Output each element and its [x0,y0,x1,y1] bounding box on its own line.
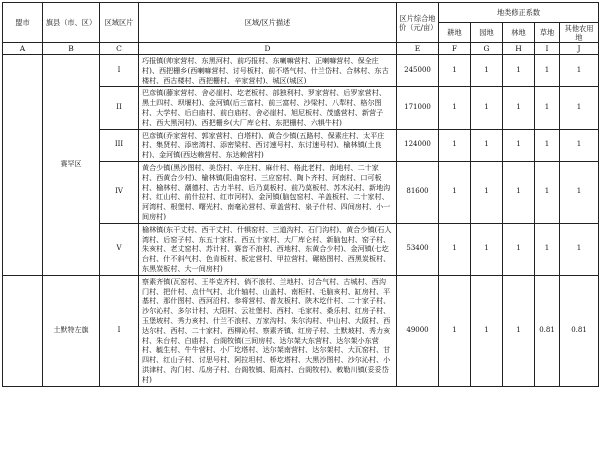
column-letter: C [100,43,139,55]
description-cell: 巴彦镇(乔家营村、郭家营村、白塔村)、黄合少镇(五路村、保素庄村、太平庄村、集贤村、添密湾村、添密梁村、西讨速号村、东讨速号村)、榆林镇(土良村)、金河镇(西达赖营村、东达赖营村) [139,129,397,161]
coef-cell: 1 [560,87,599,129]
county-cell: 土默特左旗 [43,275,100,386]
coef-cell: 1 [503,223,535,275]
coef-cell: 1 [503,161,535,223]
coef-cell: 1 [560,129,599,161]
coef-cell: 1 [471,87,503,129]
zone-cell: II [100,87,139,129]
column-letter: A [3,43,43,55]
description-cell: 察素齐镇(瓦窑村、王毕克齐村、倘不浪村、兰地村、讨合气村、古城村、西沟门村、把什村、点什气村、北什轴村、山盖村、南柜村、毛脑亥村、缸房村、平基村、那什图村、西河沿村、参将营村、普友板村、陕木圪什村、二十家子村、沙尔沁村、多尔计村、大阳村、云社堡村、西村、毛家村、桑乐村、红房子村、玉堡坡村、秀力亥村、什兰不浪村、万家沟村、朱尔沟村、中山村、大阪村、西达尔村、西村、二十家村、西柳沁村、察素齐镇、红房子村、土默坡村、秀力亥村、朱台村、白庙村、台阁牧镇(三间房村、达尔架大东营村、达尔架小东营村、毓生村、牛牛营村、小厂圪塔村、达尔架南营村、达尔架村、大瓦窑村、甘四村、红山子村、讨思号村、阿拉坦村、桥圪塔村、大黑沙图村、沙尔沁村、小洪津村、沟门村、瓜房子村、台阁牧镇、阳高村、台阁牧村)、敕勒川镇(妥妥岱村) [139,275,397,386]
coef-cell: 1 [535,223,560,275]
price-cell: 53400 [397,223,439,275]
zone-cell: V [100,223,139,275]
coef-cell: 1 [439,87,471,129]
header-area-zone: 区域区片 [100,3,139,43]
coef-cell: 1 [535,129,560,161]
coef-cell: 1 [471,275,503,386]
price-cell: 171000 [397,87,439,129]
description-cell: 黄合少镇(黑沙图村、美岱村、辛庄村、麻什村、格此老村、南地村、二十家村、西黄合少村)、榆林镇(阳曲窑村、三应窑村、陶卜齐村、河南村、口可板村、榆林村、潮德村、古力半村、后乃莫板村、前乃莫板村、苏木沁村、新地沟村、红山村、前什拉村、红市河村)、金河镇(脑包窑村、羊盖板村、二十家村、河湾村、根堡村、曙光村、南毫沁营村、章盖营村、泉子什村、四间房村、小一间房村) [139,161,397,223]
column-letter: B [43,43,100,55]
header-coef-group: 地类修正系数 [439,3,599,23]
description-cell: 巧报镇(帅家营村、东黑河村、前巧报村、东喇嘛营村、正喇嘛营村、保全庄村)、西把栅乡(西喇嘛营村、讨号板村、前不塔气村、什兰岱村、合林村、东古楼村、西古楼村、西把栅村、辛家营村)、城区(城区) [139,55,397,87]
header-description: 区域/区片描述 [139,3,397,43]
coef-cell: 1 [439,55,471,87]
zone-cell: IV [100,161,139,223]
header-league: 盟市 [3,3,43,43]
price-cell: 124000 [397,129,439,161]
header-price: 区片综合地价（元/亩） [397,3,439,43]
league-cell [3,55,43,276]
coef-cell: 1 [439,223,471,275]
column-letter: H [503,43,535,55]
coef-cell: 1 [503,129,535,161]
description-cell: 巴彦镇(藤家营村、舍必崖村、圪老板村、部独利村、罗家营村、后罗家营村、黑土四村、坝堰村)、金河镇(后三富村、前三富村、沙梁村、八犁村、格尔图村、大学村、后白庙村、前白庙村、舍必崖村、旭尼板村、茂盛营村、新营子村、西大黑河村)、西把栅乡(大厂库仑村、东把栅村、六犋牛村) [139,87,397,129]
header-coef-forest: 林地 [503,23,535,43]
column-letter: E [397,43,439,55]
price-cell: 81600 [397,161,439,223]
coef-cell: 1 [439,129,471,161]
county-cell: 赛罕区 [43,55,100,276]
column-letter-row [3,43,599,55]
column-letter: I [535,43,560,55]
zone-cell: I [100,275,139,386]
zone-cell: I [100,55,139,87]
price-cell: 49000 [397,275,439,386]
coef-cell: 1 [560,55,599,87]
column-letter: F [439,43,471,55]
coef-cell: 0.81 [535,275,560,386]
header-coef-other: 其他农用地 [560,23,599,43]
header-county: 旗县（市、区） [43,3,100,43]
coef-cell: 1 [471,55,503,87]
coef-cell: 1 [503,275,535,386]
coef-cell: 0.81 [560,275,599,386]
header-coef-garden: 园地 [471,23,503,43]
table-row [3,275,599,386]
coef-cell: 1 [503,55,535,87]
coef-cell: 1 [471,161,503,223]
coef-cell: 1 [560,223,599,275]
coef-cell: 1 [535,87,560,129]
column-letter: G [471,43,503,55]
league-cell [3,275,43,386]
column-letter: J [560,43,599,55]
coef-cell: 1 [535,55,560,87]
coef-cell: 1 [560,161,599,223]
coef-cell: 1 [471,129,503,161]
coef-cell: 1 [439,275,471,386]
header-coef-grass: 草地 [535,23,560,43]
land-price-table [2,2,599,387]
header-coef-farmland: 耕地 [439,23,471,43]
table-row [3,55,599,87]
coef-cell: 1 [503,87,535,129]
zone-cell: III [100,129,139,161]
coef-cell: 1 [535,161,560,223]
column-letter: D [139,43,397,55]
price-cell: 245000 [397,55,439,87]
coef-cell: 1 [439,161,471,223]
description-cell: 榆林镇(东干丈村、西干丈村、什犋窑村、三道沟村、石门沟村)、黄合少镇(石人湾村、后窑子村、东五十家村、西五十家村、大厂库仑村、新脑包村、窑子村、朱亥村、老丈窑村、苏计村、赛音不浪村、西地村、东黄合少村)、金河镇(七圪台村、什不斜气村、色肯板村、板定营村、甲拉营村、碾格图村、西黑炭板村、东黑炭板村、大一间房村) [139,223,397,275]
coef-cell: 1 [471,223,503,275]
